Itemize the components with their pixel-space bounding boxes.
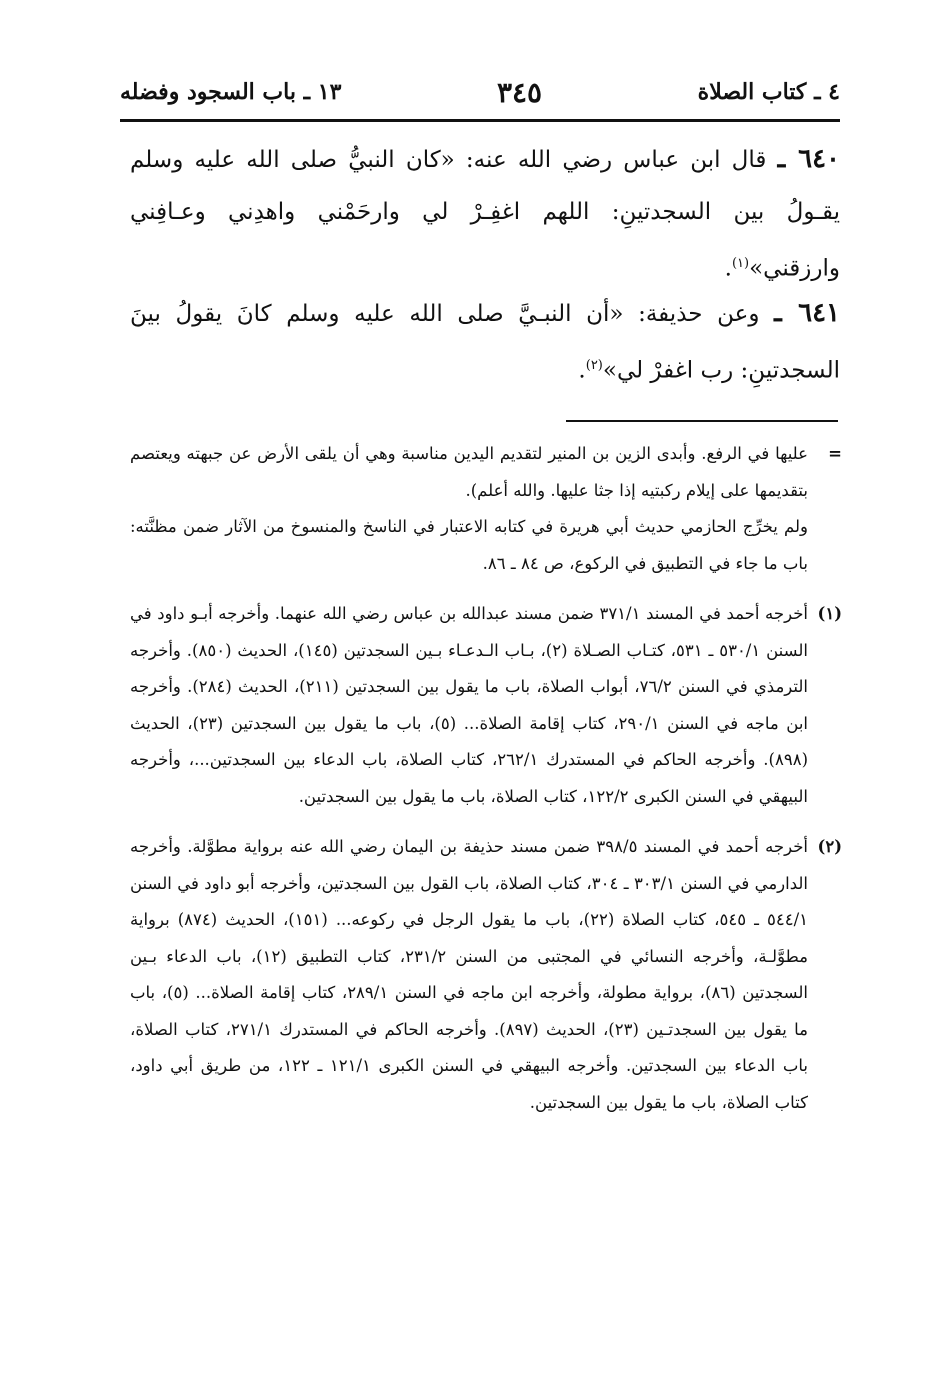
hadith-text: قال ابن عباس رضي الله عنه: «كان النبيُّ صلى الله عليه وسلم يقـولُ بين السجدتينِ: اللهم اغفِـرْ لي وارحَمْني واهدِني وعـافِني وارزقني» (130, 147, 840, 282)
footnote-separator (566, 420, 838, 422)
hadith-number: ٦٤١ ـ (774, 298, 841, 328)
header-rule (120, 119, 840, 122)
footnote-text: أخرجه أحمد في المسند ٣٧١/١ ضمن مسند عبدالله بن عباس رضي الله عنهما. وأخرجه أبـو داود في السنن ٥٣٠/١ ـ ٥٣١، كتـاب الصـلاة (٢)، بـاب الـدعـاء بـين السجدتين (١٤٥)، الحديث (٨٥٠). وأخرجه الترمذي في السنن ٧٦/٢، أبواب الصلاة، باب ما يقول بين السجدتين (٢١١)، الحديث (٢٨٤). وأخرجه ابن ماجه في السنن ٢٩٠/١، كتاب إقامة الصلاة... (٥)، باب ما يقول بين السجدتين (٢٣)، الحديث (٨٩٨). وأخرجه الحاكم في المستدرك ٢٦٢/١، كتاب الصلاة، باب الدعاء بين السجدتين...، وأخرجه البيهقي في السنن الكبرى ١٢٢/٢، كتاب الصلاة، باب ما يقول بين السجدتين. (130, 604, 808, 806)
footnotes-area (130, 436, 842, 1121)
page-number: ٣٤٥ (496, 75, 543, 109)
header-chapter: ٤ ـ كتاب الصلاة (697, 79, 840, 105)
hadith-end: . (578, 357, 586, 384)
hadith-end: . (724, 255, 732, 282)
hadith-640 (130, 133, 840, 295)
header-section: ١٣ ـ باب السجود وفضله (120, 79, 342, 105)
continuation-paragraph: ولم يخرِّج الحازمي حديث أبي هريرة في كتابه الاعتبار في الناسخ والمنسوخ من الآثار ضمن مظنَّته: باب ما جاء في التطبيق في الركوع، ص ٨٤ ـ ٨٦. (130, 517, 808, 573)
footnote-2 (130, 829, 842, 1121)
continuation-mark: = (828, 444, 842, 463)
hadith-641 (130, 287, 840, 397)
hadith-text: وعن حذيفة: «أن النبـيَّ صلى الله عليه وسلم كانَ يقولُ بينَ السجدتينِ: رب اغفرْ لي» (130, 301, 840, 384)
footnote-mark: (١) (817, 604, 842, 623)
footnote-ref: (٢) (585, 358, 603, 373)
footnote-1 (130, 596, 842, 815)
footnote-text: أخرجه أحمد في المسند ٣٩٨/٥ ضمن مسند حذيفة بن اليمان رضي الله عنه برواية مطوَّلة. وأخرجه الدارمي في السنن ٣٠٣/١ ـ ٣٠٤، كتاب الصلاة، باب القول بين السجدتين، وأخرجه أبو داود في السنن ٥٤٤/١ ـ ٥٤٥، كتاب الصلاة (٢٢)، باب ما يقول الرجل في ركوعه... (١٥١)، الحديث (٨٧٤) برواية مطوَّلـة، وأخرجه النسائي في المجتبى من السنن ٢٣١/٢، كتاب التطبيق (١٢)، باب الدعاء بـين السجدتين (٨٦)، برواية مطولة، وأخرجه ابن ماجه في السنن ٢٨٩/١، كتاب إقامة الصلاة... (٥)، باب ما يقول بين السجدتـين (٢٣)، الحديث (٨٩٧). وأخرجه الحاكم في المستدرك ٢٧١/١، كتاب الصلاة، باب الدعاء بين السجدتين. وأخرجه البيهقي في السنن الكبرى ١٢١/١ ـ ١٢٢، من طريق أبي داود، كتاب الصلاة، باب ما يقول بين السجدتين. (130, 837, 809, 1112)
footnote-ref: (١) (731, 256, 750, 271)
running-header (120, 72, 840, 112)
footnote-continuation (130, 436, 842, 582)
continuation-paragraph: عليها في الرفع. وأبدى الزين بن المنير لتقديم اليدين مناسبة وهي أن يلقى الأرض عن جبهته ويعتصم بتقديمها على إيلام ركبتيه إذا جثا عليها. والله أعلم). (130, 444, 808, 500)
footnote-mark: (٢) (817, 837, 842, 856)
hadith-number: ٦٤٠ ـ (777, 144, 841, 174)
